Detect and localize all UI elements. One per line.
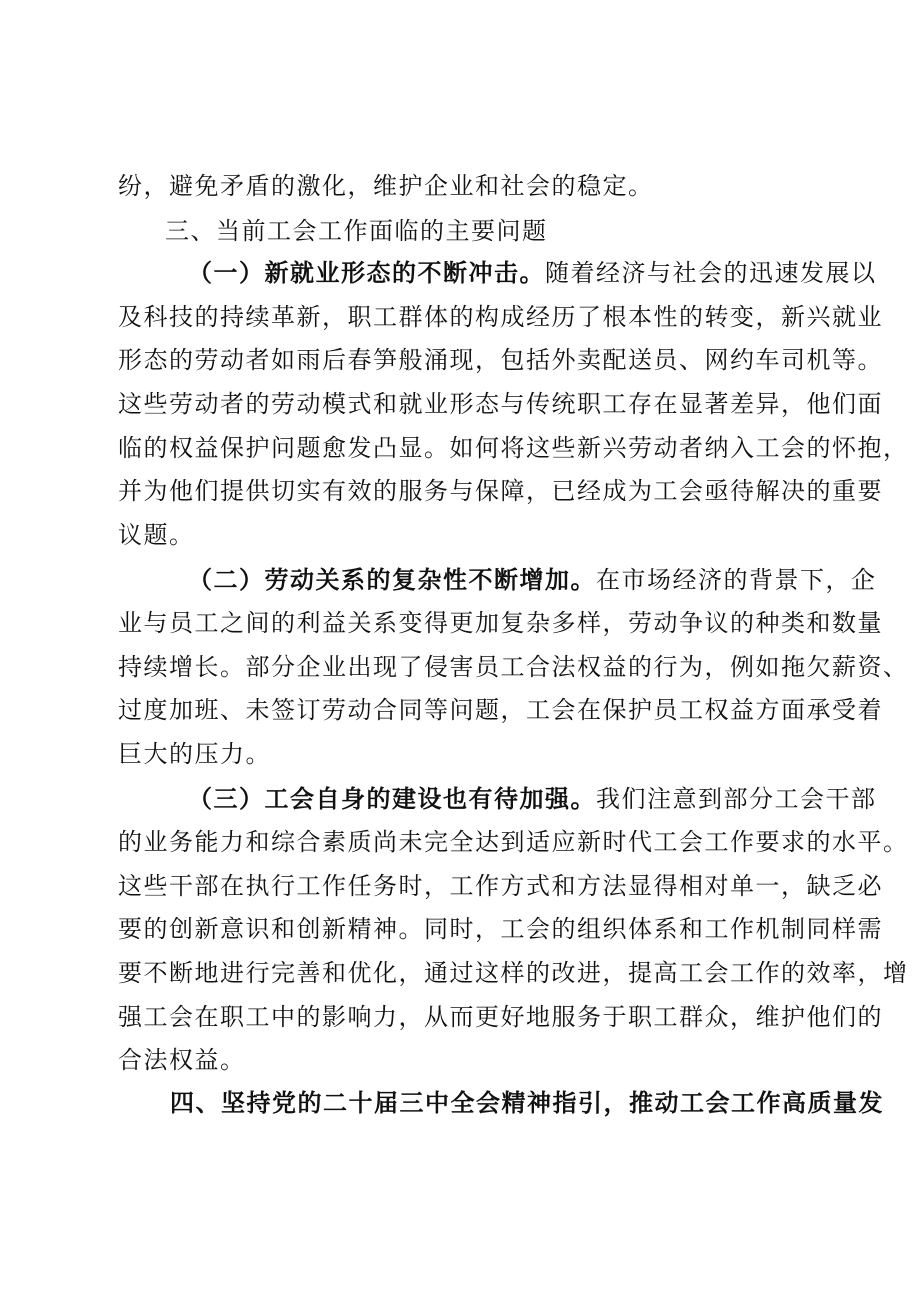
paragraph-three-line-3: 这些干部在执行工作任务时，工作方式和方法显得相对单一，缺乏必 [118,872,883,900]
paragraph-one-line-4: 这些劳动者的劳动模式和就业形态与传统职工存在显著差异，他们面 [118,390,883,418]
paragraph-three-line-6: 强工会在职工中的影响力，从而更好地服务于职工群众，维护他们的 [118,1003,883,1031]
subheading-two: （二）劳动关系的复杂性不断增加。 [188,565,596,594]
paragraph-three-line-2: 的业务能力和综合素质尚未完全达到适应新时代工会工作要求的水平。 [118,828,909,856]
subheading-three: （三）工会自身的建设也有待加强。 [188,784,596,813]
paragraph-two-first-text: 在市场经济的背景下，企 [596,566,877,594]
paragraph-three-line-5: 要不断地进行完善和优化，通过这样的改进，提高工会工作的效率，增 [118,959,909,987]
paragraph-two-line-3: 持续增长。部分企业出现了侵害员工合法权益的行为，例如拖欠薪资、 [118,653,909,681]
paragraph-one-line-7: 议题。 [118,521,195,549]
paragraph-continuation-line: 纷，避免矛盾的激化，维护企业和社会的稳定。 [118,172,654,200]
paragraph-two-first-line [188,565,877,595]
paragraph-one-line-5: 临的权益保护问题愈发凸显。如何将这些新兴劳动者纳入工会的怀抱， [118,434,909,462]
paragraph-two-line-4: 过度加班、未签订劳动合同等问题，工会在保护员工权益方面承受着 [118,696,883,724]
paragraph-three-first-text: 我们注意到部分工会干部 [596,785,877,813]
paragraph-two-line-5: 巨大的压力。 [118,740,271,768]
paragraph-two-line-2: 业与员工之间的利益关系变得更加复杂多样，劳动争议的种类和数量 [118,609,883,637]
paragraph-three-line-7: 合法权益。 [118,1046,246,1074]
paragraph-three-first-line [188,784,877,814]
paragraph-one-line-3: 形态的劳动者如雨后春笋般涌现，包括外卖配送员、网约车司机等。 [118,346,883,374]
paragraph-one-line-2: 及科技的持续革新，职工群体的构成经历了根本性的转变，新兴就业 [118,303,883,331]
section-heading-three: 三、当前工会工作面临的主要问题 [165,217,548,245]
paragraph-one-first-line [188,258,877,288]
subheading-one: （一）新就业形态的不断冲击。 [188,258,545,287]
paragraph-one-line-6: 并为他们提供切实有效的服务与保障，已经成为工会亟待解决的重要 [118,477,883,505]
paragraph-three-line-4: 要的创新意识和创新精神。同时，工会的组织体系和工作机制同样需 [118,915,883,943]
section-heading-four: 四、坚持党的二十届三中全会精神指引，推动工会工作高质量发 [170,1088,884,1117]
paragraph-one-first-text: 随着经济与社会的迅速发展以 [545,259,877,287]
